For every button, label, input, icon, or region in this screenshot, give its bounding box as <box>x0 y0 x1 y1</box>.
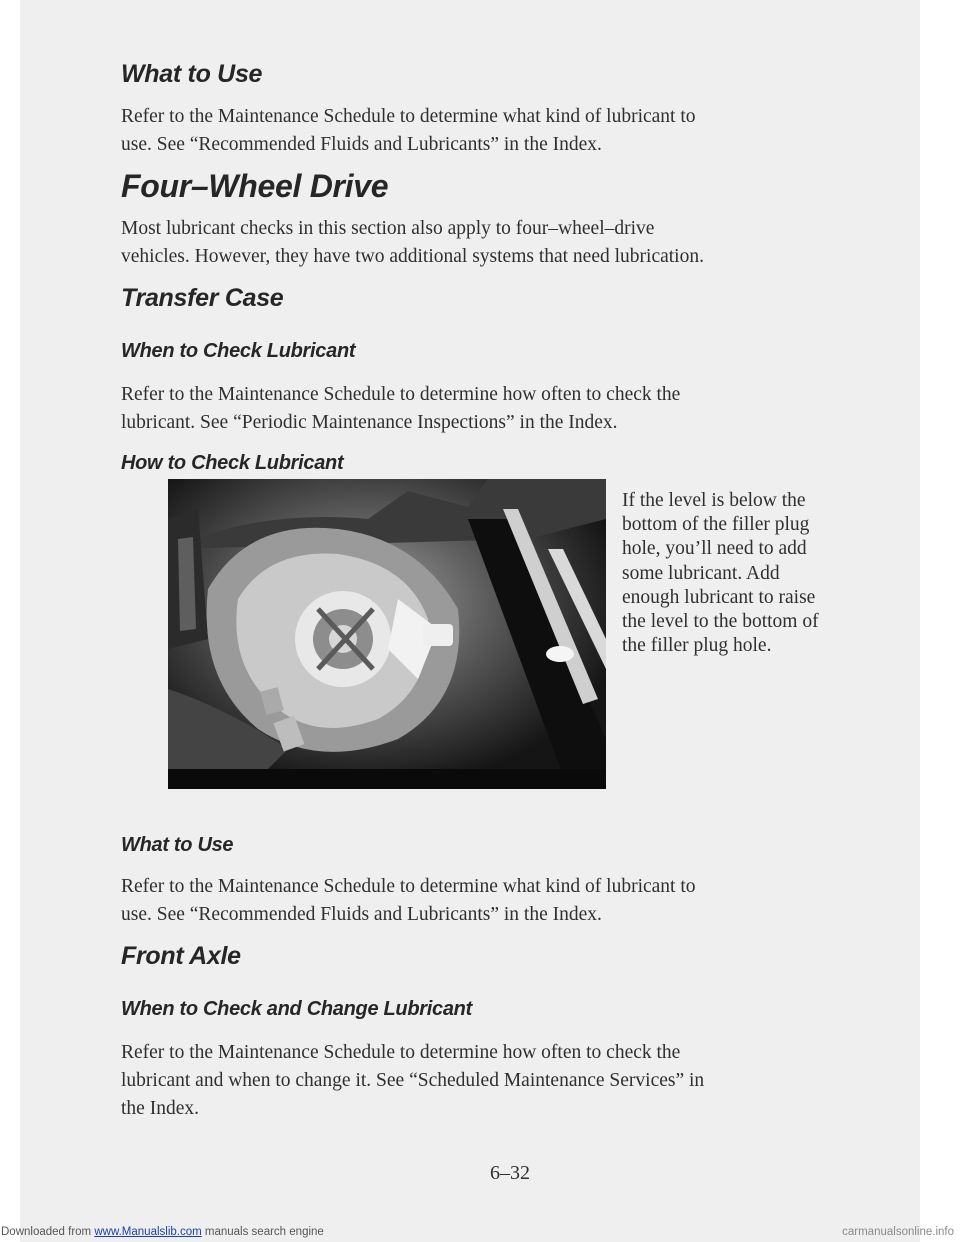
heading-what-to-use: What to Use <box>121 60 263 88</box>
paragraph-line: lubricant and when to change it. See “Scheduled Maintenance Services” in <box>121 1070 705 1091</box>
footer-text: Downloaded from www.Manualslib.com manuals search engine <box>1 1226 324 1238</box>
paragraph-line: Refer to the Maintenance Schedule to determine how often to check the <box>121 384 681 405</box>
paragraph-line: Refer to the Maintenance Schedule to determine what kind of lubricant to <box>121 106 696 127</box>
paragraph-line: the Index. <box>121 1098 199 1119</box>
paragraph-line: Refer to the Maintenance Schedule to determine how often to check the <box>121 1042 681 1063</box>
download-footer <box>0 1225 960 1242</box>
page-number: 6–32 <box>490 1162 530 1184</box>
paragraph-line: use. See “Recommended Fluids and Lubricants” in the Index. <box>121 134 602 155</box>
heading-when-to-check: When to Check Lubricant <box>121 340 356 362</box>
paragraph-line: Refer to the Maintenance Schedule to determine what kind of lubricant to <box>121 876 696 897</box>
heading-what-to-use-2: What to Use <box>121 834 234 856</box>
heading-front-axle: Front Axle <box>121 942 241 970</box>
how-to-check-instructions: If the level is below the bottom of the filler plug hole, you’ll need to add some lubricant. Add enough lubricant to raise the level to the bottom of the filler plug hole. <box>622 490 819 657</box>
paragraph-line: Most lubricant checks in this section also apply to four–wheel–drive <box>121 218 655 239</box>
transfer-case-photo <box>168 479 606 789</box>
heading-transfer-case: Transfer Case <box>121 284 284 312</box>
paragraph-line: vehicles. However, they have two additional systems that need lubrication. <box>121 246 704 267</box>
watermark: carmanualsonline.info <box>842 1226 954 1238</box>
heading-when-to-check-and-change: When to Check and Change Lubricant <box>121 998 472 1020</box>
heading-how-to-check: How to Check Lubricant <box>121 452 344 474</box>
manual-page <box>20 0 920 1242</box>
manualslib-link[interactable]: www.Manualslib.com <box>94 1226 202 1238</box>
heading-four-wheel-drive: Four–Wheel Drive <box>121 168 389 204</box>
paragraph-line: use. See “Recommended Fluids and Lubricants” in the Index. <box>121 904 602 925</box>
paragraph-line: lubricant. See “Periodic Maintenance Inspections” in the Index. <box>121 412 618 433</box>
